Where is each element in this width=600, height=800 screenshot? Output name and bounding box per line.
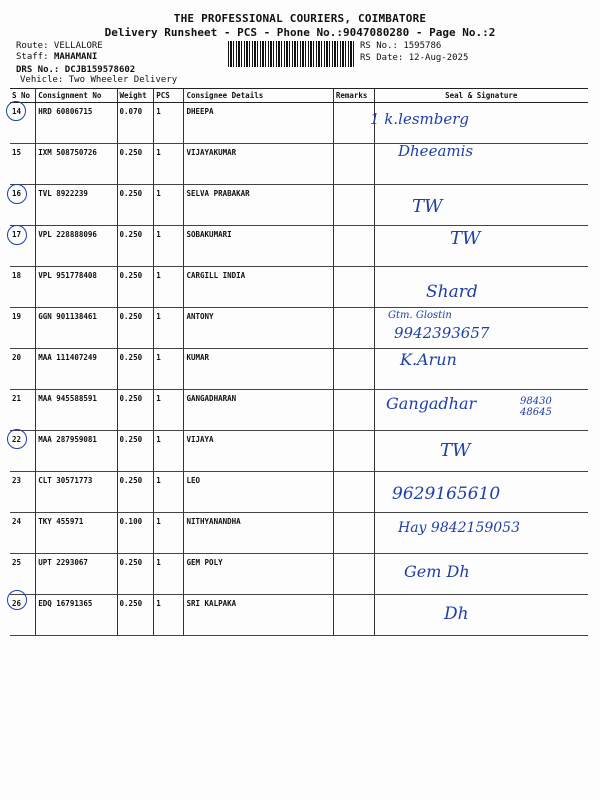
weight-value: 0.250 xyxy=(117,595,154,636)
remarks-cell xyxy=(333,267,374,308)
pieces-count: 1 xyxy=(154,308,184,349)
pieces-count: 1 xyxy=(154,144,184,185)
signature-cell xyxy=(374,267,588,308)
consignment-number: HRD 60806715 xyxy=(36,103,117,144)
remarks-cell xyxy=(333,595,374,636)
consignee-name: KUMAR xyxy=(184,349,333,390)
signature-23-phone: 9629165610 xyxy=(392,484,501,504)
signature-21-phone: 98430 48645 xyxy=(520,396,552,418)
serial-number: 19 xyxy=(10,308,36,349)
weight-value: 0.250 xyxy=(117,431,154,472)
pieces-count: 1 xyxy=(154,513,184,554)
weight-value: 0.100 xyxy=(117,513,154,554)
remarks-cell xyxy=(333,513,374,554)
consignee-name: NITHYANANDHA xyxy=(184,513,333,554)
signature-15: Dheeamis xyxy=(398,142,474,160)
drs-value: DCJB159578602 xyxy=(64,65,136,75)
consignment-number: GGN 901138461 xyxy=(36,308,117,349)
company-title: THE PROFESSIONAL COURIERS, COIMBATORE xyxy=(173,12,427,25)
table-row xyxy=(10,595,588,636)
serial-number: 14 xyxy=(10,103,36,144)
consignee-name: DHEEPA xyxy=(184,103,333,144)
consignee-name: VIJAYAKUMAR xyxy=(184,144,333,185)
consignee-name: CARGILL INDIA xyxy=(184,267,333,308)
weight-value: 0.250 xyxy=(117,267,154,308)
signature-cell xyxy=(374,595,588,636)
signature-24: Hay 9842159053 xyxy=(398,520,520,536)
signature-cell xyxy=(374,185,588,226)
consignment-number: CLT 30571773 xyxy=(36,472,117,513)
runsheet-subtitle: Delivery Runsheet - PCS - Phone No.:9047080280 - Page No.:2 xyxy=(104,26,496,39)
pen-circle-mark xyxy=(7,429,27,449)
col-sno: S No xyxy=(10,89,36,103)
staff-value: MAHAMANI xyxy=(53,52,98,62)
weight-value: 0.250 xyxy=(117,349,154,390)
col-remarks: Remarks xyxy=(333,89,374,103)
consignment-number: UPT 2293067 xyxy=(36,554,117,595)
col-consignee: Consignee Details xyxy=(184,89,333,103)
pen-tick-mark xyxy=(6,101,26,121)
serial-number: 18 xyxy=(10,267,36,308)
pieces-count: 1 xyxy=(154,267,184,308)
pieces-count: 1 xyxy=(154,226,184,267)
staff-line xyxy=(16,52,97,62)
table-row xyxy=(10,472,588,513)
staff-label: Staff: xyxy=(16,52,49,62)
pieces-count: 1 xyxy=(154,472,184,513)
weight-value: 0.250 xyxy=(117,390,154,431)
consignment-number: TVL 8922239 xyxy=(36,185,117,226)
consignment-number: VPL 228888096 xyxy=(36,226,117,267)
serial-number: 24 xyxy=(10,513,36,554)
serial-number: 20 xyxy=(10,349,36,390)
pieces-count: 1 xyxy=(154,554,184,595)
consignment-number: IXM 508750726 xyxy=(36,144,117,185)
remarks-cell xyxy=(333,226,374,267)
weight-value: 0.250 xyxy=(117,554,154,595)
delivery-table xyxy=(10,88,588,636)
remarks-cell xyxy=(333,308,374,349)
signature-21: Gangadhar xyxy=(386,394,477,413)
table-row xyxy=(10,144,588,185)
consignee-name: LEO xyxy=(184,472,333,513)
consignee-name: ANTONY xyxy=(184,308,333,349)
table-row xyxy=(10,349,588,390)
table-row xyxy=(10,103,588,144)
vehicle-label: Vehicle: Two Wheeler Delivery xyxy=(20,75,178,85)
pen-circle-mark xyxy=(7,225,27,245)
signature-26: Dh xyxy=(444,604,469,624)
serial-number: 23 xyxy=(10,472,36,513)
pieces-count: 1 xyxy=(154,349,184,390)
signature-cell xyxy=(374,431,588,472)
remarks-cell xyxy=(333,472,374,513)
serial-number: 21 xyxy=(10,390,36,431)
table-row xyxy=(10,267,588,308)
consignee-name: GEM POLY xyxy=(184,554,333,595)
signature-18: Shard xyxy=(426,282,478,302)
remarks-cell xyxy=(333,349,374,390)
remarks-cell xyxy=(333,144,374,185)
barcode xyxy=(228,41,355,67)
rs-date: RS Date: 12-Aug-2025 xyxy=(360,53,469,63)
remarks-cell xyxy=(333,390,374,431)
consignee-name: SRI KALPAKA xyxy=(184,595,333,636)
remarks-cell xyxy=(333,431,374,472)
consignee-name: SOBAKUMARI xyxy=(184,226,333,267)
signature-17: TW xyxy=(450,228,481,249)
serial-number: 15 xyxy=(10,144,36,185)
col-weight: Weight xyxy=(117,89,154,103)
pen-circle-mark xyxy=(7,184,27,204)
serial-number: 17 xyxy=(10,226,36,267)
consignee-name: GANGADHARAN xyxy=(184,390,333,431)
table-row xyxy=(10,390,588,431)
table-row xyxy=(10,308,588,349)
signature-22: TW xyxy=(440,440,471,461)
serial-number: 16 xyxy=(10,185,36,226)
consignment-number: VPL 951778408 xyxy=(36,267,117,308)
consignee-name: SELVA PRABAKAR xyxy=(184,185,333,226)
consignment-number: MAA 287959081 xyxy=(36,431,117,472)
table-row xyxy=(10,554,588,595)
signature-25: Gem Dh xyxy=(404,562,470,581)
remarks-cell xyxy=(333,554,374,595)
pieces-count: 1 xyxy=(154,390,184,431)
weight-value: 0.250 xyxy=(117,144,154,185)
signature-19-name: Gtm. Glostin xyxy=(388,310,452,321)
consignment-number: EDQ 16791365 xyxy=(36,595,117,636)
weight-value: 0.250 xyxy=(117,472,154,513)
weight-value: 0.250 xyxy=(117,308,154,349)
weight-value: 0.070 xyxy=(117,103,154,144)
col-consignment: Consignment No xyxy=(36,89,117,103)
pieces-count: 1 xyxy=(154,103,184,144)
table-row xyxy=(10,431,588,472)
weight-value: 0.250 xyxy=(117,185,154,226)
table-row xyxy=(10,185,588,226)
table-header-row xyxy=(10,89,588,103)
consignment-number: MAA 945588591 xyxy=(36,390,117,431)
signature-16: TW xyxy=(412,196,443,217)
serial-number: 22 xyxy=(10,431,36,472)
consignment-number: TKY 455971 xyxy=(36,513,117,554)
table-body xyxy=(10,103,588,636)
pen-circle-mark xyxy=(7,590,27,610)
drs-line xyxy=(16,65,135,75)
pieces-count: 1 xyxy=(154,185,184,226)
rs-number: RS No.: 1595786 xyxy=(360,41,442,51)
col-pcs: PCS xyxy=(154,89,184,103)
weight-value: 0.250 xyxy=(117,226,154,267)
consignee-name: VIJAYA xyxy=(184,431,333,472)
signature-20: K.Arun xyxy=(400,350,457,369)
consignment-number: MAA 111407249 xyxy=(36,349,117,390)
pieces-count: 1 xyxy=(154,595,184,636)
pieces-count: 1 xyxy=(154,431,184,472)
serial-number: 26 xyxy=(10,595,36,636)
serial-number: 25 xyxy=(10,554,36,595)
signature-14: 1 k.lesmberg xyxy=(370,110,470,128)
remarks-cell xyxy=(333,185,374,226)
table-row xyxy=(10,226,588,267)
signature-cell xyxy=(374,226,588,267)
remarks-cell xyxy=(333,103,374,144)
col-signature: Seal & Signature xyxy=(374,89,588,103)
signature-19-phone: 9942393657 xyxy=(394,324,490,342)
drs-label: DRS No.: xyxy=(16,65,60,75)
route-label: Route: VELLALORE xyxy=(16,41,103,51)
